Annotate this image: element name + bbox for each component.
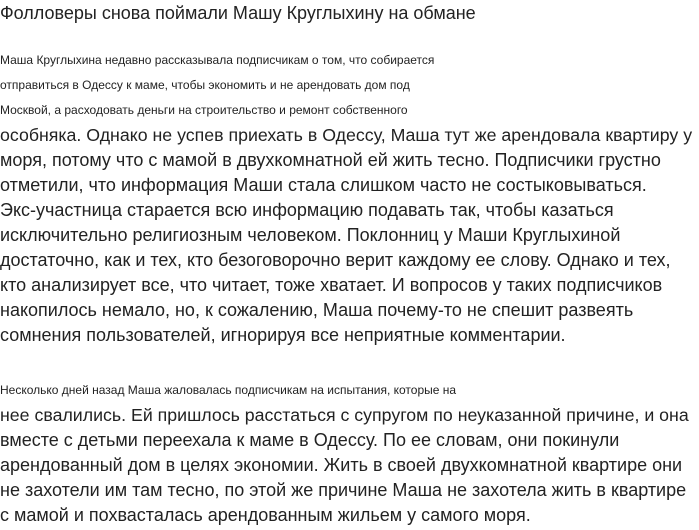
paragraph-line: кто анализирует все, что читает, тоже хватает. И вопросов у таких подписчиков — [0, 275, 663, 295]
paragraph-line: исключительно религиозным человеком. Поклонниц у Маши Круглыхиной — [0, 225, 621, 245]
paragraph-line: не захотели им там тесно, по этой же причине Маша не захотела жить в квартире — [0, 480, 687, 500]
paragraph-line: отправиться в Одессу к маме, чтобы экономить и не арендовать дом под — [0, 78, 410, 92]
paragraph-line: сомнения пользователей, игнорируя все неприятные комментарии. — [0, 325, 566, 345]
paragraph-line: достаточно, как и тех, кто безоговорочно верит каждому ее слову. Однако и тех, — [0, 250, 671, 270]
paragraph-line: нее свалились. Ей пришлось расстаться с супругом по неуказанной причине, и она — [0, 405, 689, 425]
paragraph-line: Экс-участница старается всю информацию подавать так, чтобы казаться — [0, 200, 614, 220]
paragraph-line: отметили, что информация Маши стала слишком часто не состыковываться. — [0, 175, 647, 195]
paragraph-line: Москвой, а расходовать деньги на строительство и ремонт собственного — [0, 103, 408, 117]
paragraph-line: накопилось немало, но, к сожалению, Маша почему-то не спешит развеять — [0, 300, 634, 320]
article-title: Фолловеры снова поймали Машу Круглыхину на обмане — [0, 3, 476, 23]
paragraph-line: арендованный дом в целях экономии. Жить в своей двухкомнатной квартире они — [0, 455, 683, 475]
paragraph-line: моря, потому что с мамой в двухкомнатной ей жить тесно. Подписчики грустно — [0, 150, 661, 170]
paragraph-line: с мамой и похвасталась арендованным жильем у самого моря. — [0, 505, 531, 525]
paragraph-line: Несколько дней назад Маша жаловалась подписчикам на испытания, которые на — [0, 383, 457, 397]
article-paragraph-1 — [0, 48, 692, 348]
paragraph-line: особняка. Однако не успев приехать в Одессу, Маша тут же арендовала квартиру у — [0, 125, 693, 145]
article-paragraph-2 — [0, 378, 689, 528]
paragraph-line: вместе с детьми переехала к маме в Одессу. По ее словам, они покинули — [0, 430, 620, 450]
paragraph-line: Маша Круглыхина недавно рассказывала подписчикам о том, что собирается — [0, 53, 435, 67]
